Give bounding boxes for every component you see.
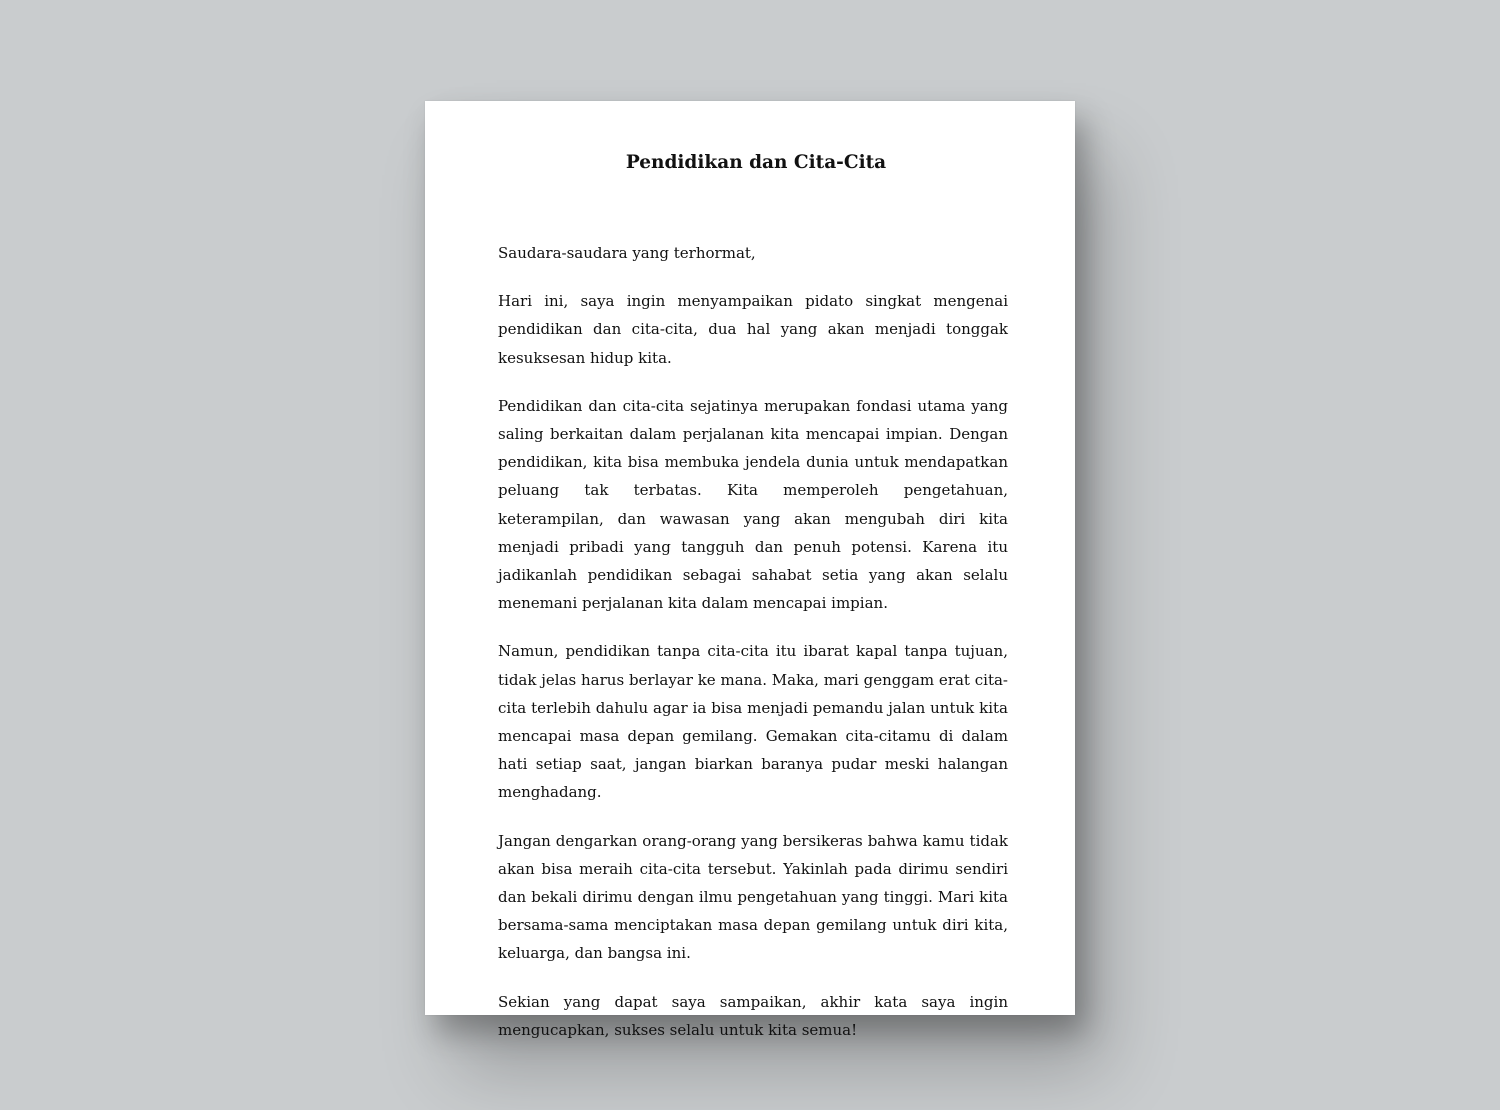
paragraph-closing: Sekian yang dapat saya sampaikan, akhir kata saya ingin mengucapkan, sukses selalu untuk kita semua! [498, 992, 1008, 1039]
paragraph-encouragement: Jangan dengarkan orang-orang yang bersikeras bahwa kamu tidak akan bisa meraih cita-cita tersebut. Yakinlah pada dirimu sendiri dan bekali dirimu dengan ilmu pengetahuan yang tinggi. Mari kita bersama-sama menciptakan masa depan gemilang untuk diri kita, keluarga, dan bangsa ini. [498, 831, 1008, 963]
paragraph-greeting: Saudara-saudara yang terhormat, [498, 244, 756, 262]
paragraph-education: Pendidikan dan cita-cita sejatinya merupakan fondasi utama yang saling berkaitan dalam perjalanan kita mencapai impian. Dengan pendidikan, kita bisa membuka jendela dunia untuk mendapatkan peluang tak terbatas. Kita memperoleh pengetahuan, keterampilan, dan wawasan yang akan mengubah diri kita menjadi pribadi yang tangguh dan penuh potensi. Karena itu jadikanlah pendidikan sebagai sahabat setia yang akan selalu menemani perjalanan kita dalam mencapai impian. [498, 396, 1008, 613]
document-page [425, 101, 1075, 1039]
paragraph-aspiration: Namun, pendidikan tanpa cita-cita itu ibarat kapal tanpa tujuan, tidak jelas harus berlayar ke mana. Maka, mari genggam erat cita-cita terlebih dahulu agar ia bisa menjadi pemandu jalan untuk kita mencapai masa depan gemilang. Gemakan cita-citamu di dalam hati setiap saat, jangan biarkan baranya pudar meski halangan menghadang. [498, 642, 1008, 802]
document-title: Pendidikan dan Cita-Cita [625, 152, 887, 173]
paragraph-intro: Hari ini, saya ingin menyampaikan pidato singkat mengenai pendidikan dan cita-cita, dua hal yang akan menjadi tonggak kesuksesan hidup kita. [498, 292, 1008, 367]
